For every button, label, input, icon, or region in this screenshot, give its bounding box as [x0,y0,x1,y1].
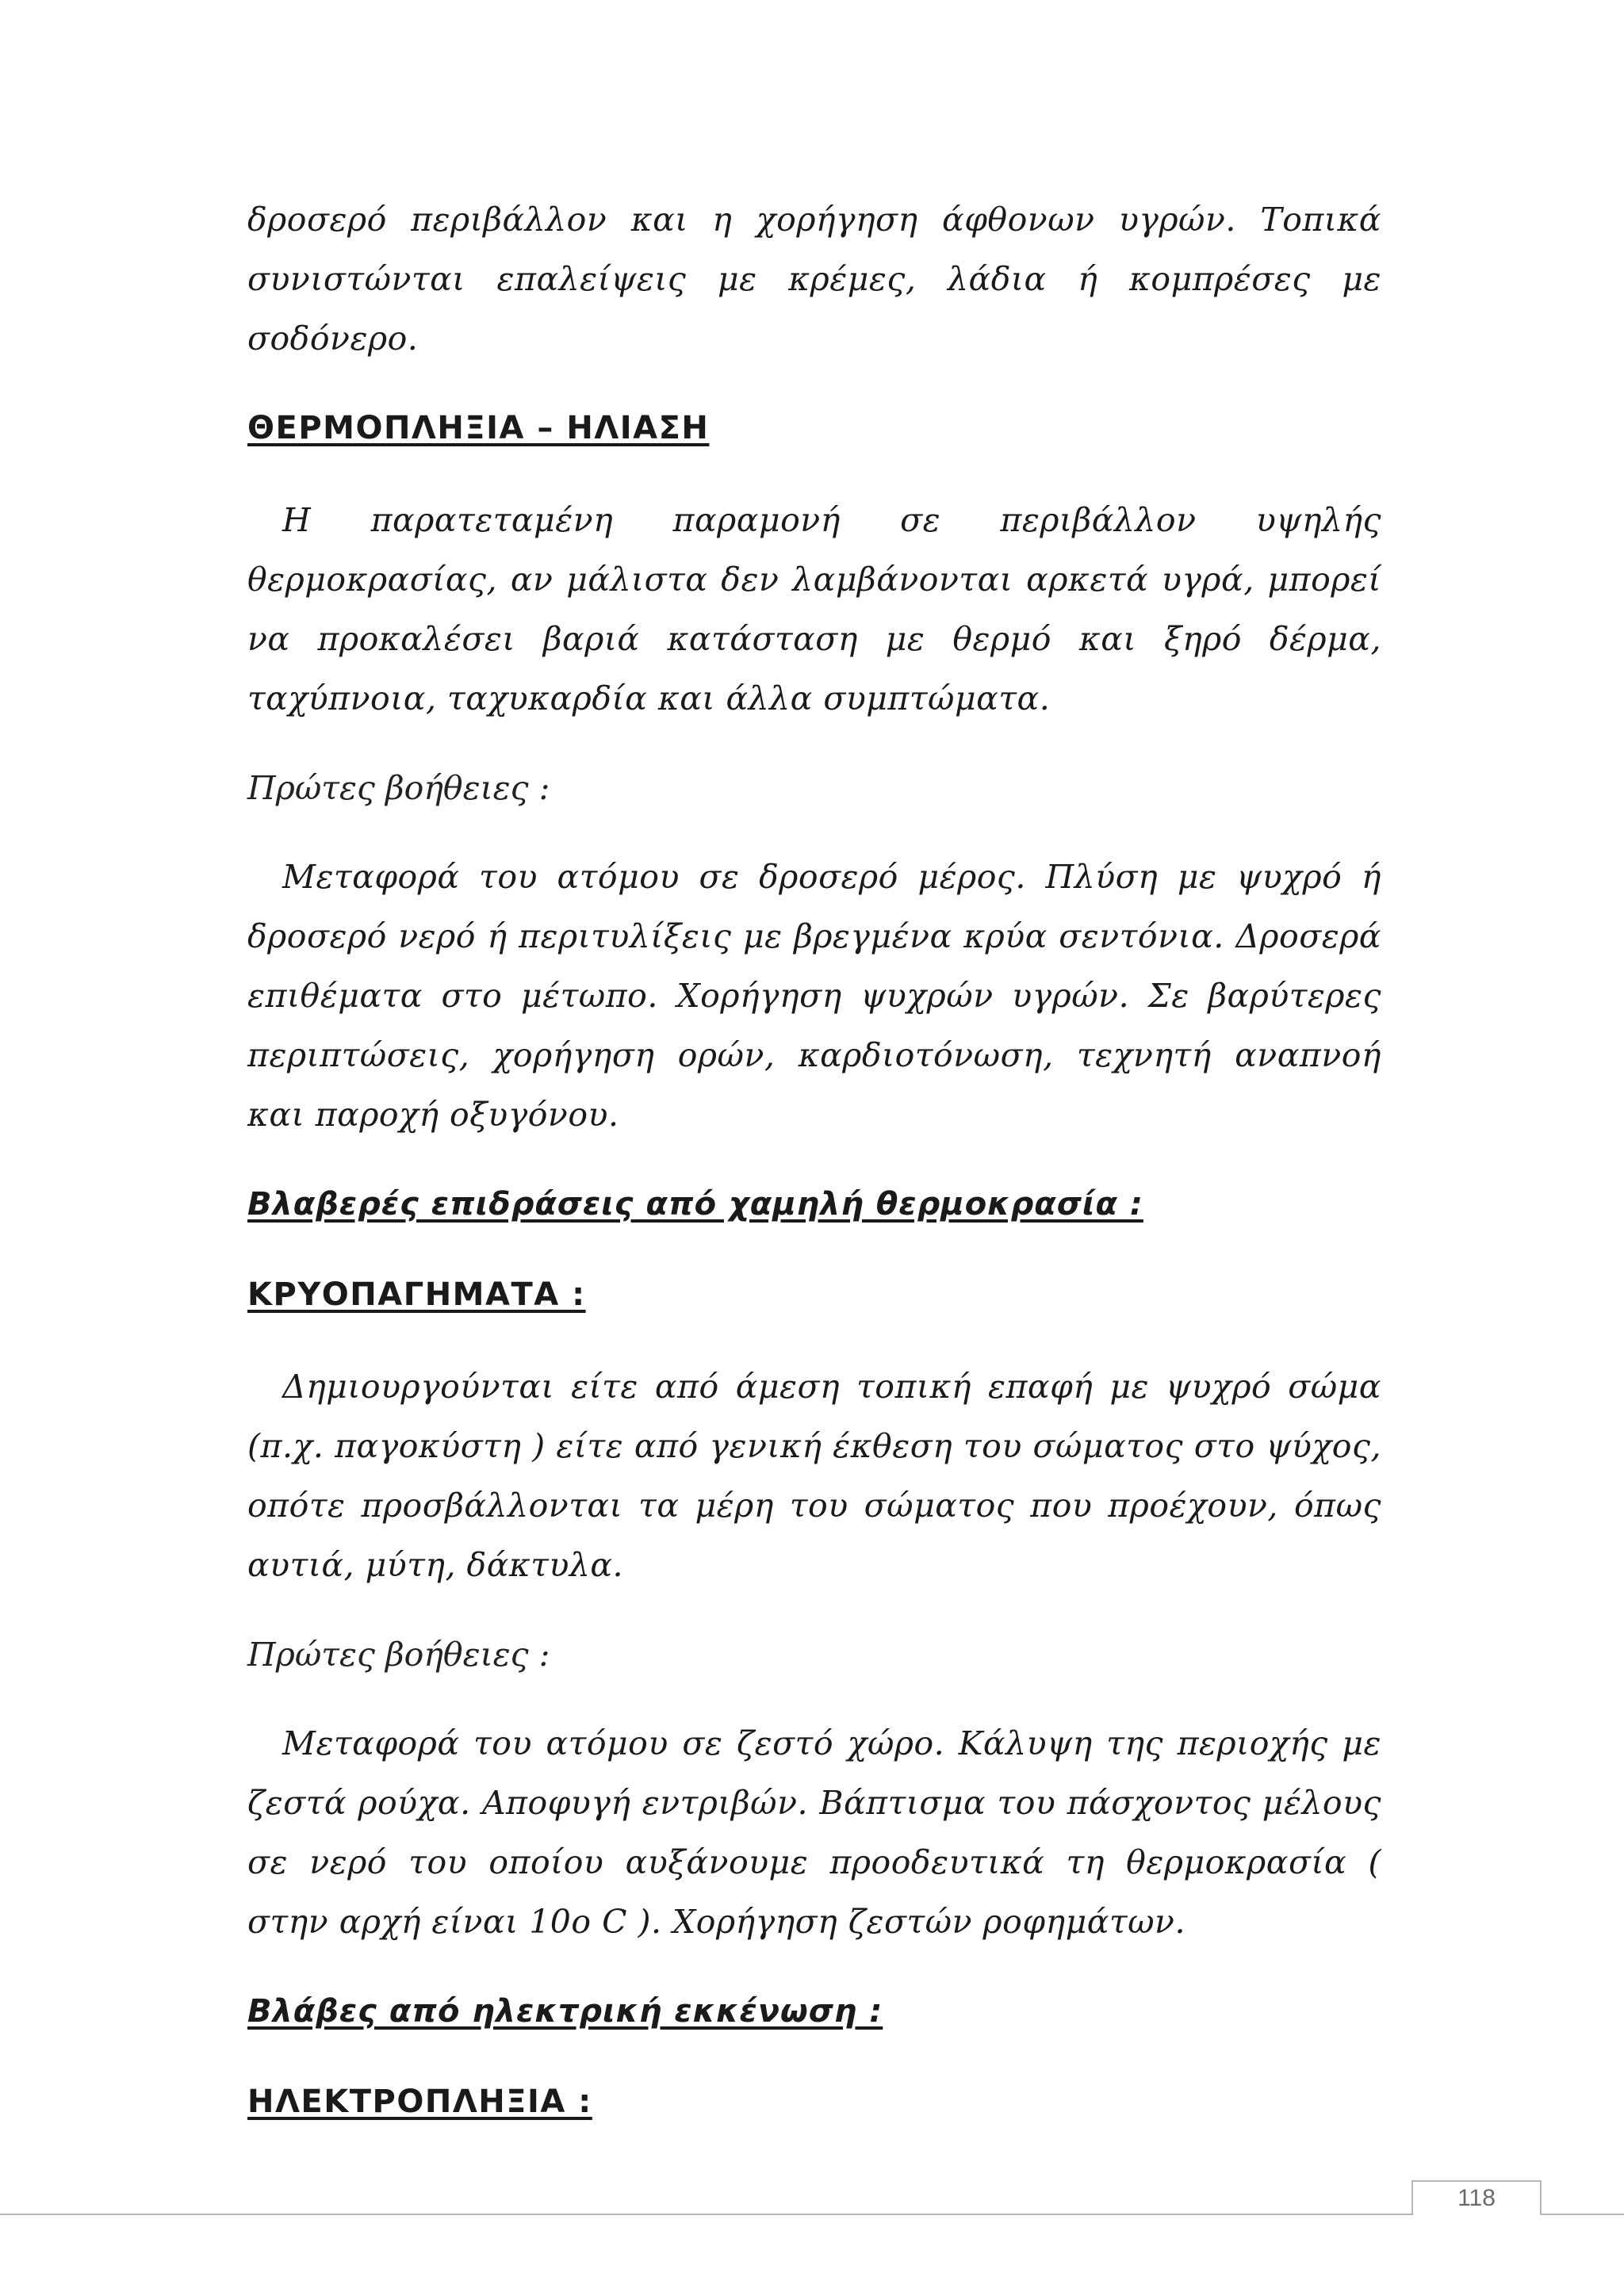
page-number [1411,2180,1542,2215]
page-number-text: 118 [1457,2185,1496,2211]
heading-heatstroke: ΘΕΡΜΟΠΛΗΞΙΑ – ΗΛΙΑΣΗ [247,410,710,446]
heading-frostbite: ΚΡΥΟΠΑΓΗΜΑΤΑ : [247,1276,586,1313]
page-content [247,190,1381,2164]
first-aid-paragraph-1: Μεταφορά του ατόμου σε δροσερό μέρος. Πλύση με ψυχρό ή δροσερό νερό ή περιτυλίξεις με βρεγμένα κρύα σεντόνια. Δροσερά επιθέματα στο μέτωπο. Χορήγηση ψυχρών υγρών. Σε βαρύτερες περιπτώσεις, χορήγηση ορών, καρδιοτόνωση, τεχνητή αναπνοή και παροχή οξυγόνου. [247,858,1381,1134]
frostbite-paragraph: Δημιουργούνται είτε από άμεση τοπική επαφή με ψυχρό σώμα (π.χ. παγοκύστη ) είτε από γενική έκθεση του σώματος στο ψύχος, οπότε προσβάλλονται τα μέρη του σώματος που προέχουν, όπως αυτιά, μύτη, δάκτυλα. [247,1368,1381,1584]
heading-electrocution: ΗΛΕΚΤΡΟΠΛΗΞΙΑ : [247,2084,592,2120]
first-aid-label-1: Πρώτες βοήθειες : [247,769,550,807]
heading-cold-effects: Βλαβερές επιδράσεις από χαμηλή θερμοκρασία : [247,1186,1143,1223]
intro-paragraph: δροσερό περιβάλλον και η χορήγηση άφθονων υγρών. Τοπικά συνιστώνται επαλείψεις με κρέμες, λάδια ή κομπρέσες με σοδόνερο. [247,201,1381,358]
first-aid-label-2: Πρώτες βοήθειες : [247,1636,550,1674]
footer-divider [0,2214,1624,2215]
first-aid-paragraph-2: Μεταφορά του ατόμου σε ζεστό χώρο. Κάλυψη της περιοχής με ζεστά ρούχα. Αποφυγή εντριβών. Βάπτισμα του πάσχοντος μέλους σε νερό του οποίου αυξάνουμε προοδευτικά τη θερμοκρασία ( στην αρχή είναι 10ο C ). Χορήγηση ζεστών ροφημάτων. [247,1724,1381,1941]
heading-electric-discharge: Βλάβες από ηλεκτρική εκκένωση : [247,1993,883,2030]
heatstroke-paragraph: Η παρατεταμένη παραμονή σε περιβάλλον υψηλής θερμοκρασίας, αν μάλιστα δεν λαμβάνονται αρκετά υγρά, μπορεί να προκαλέσει βαριά κατάσταση με θερμό και ξηρό δέρμα, ταχύπνοια, ταχυκαρδία και άλλα συμπτώματα. [247,501,1381,718]
